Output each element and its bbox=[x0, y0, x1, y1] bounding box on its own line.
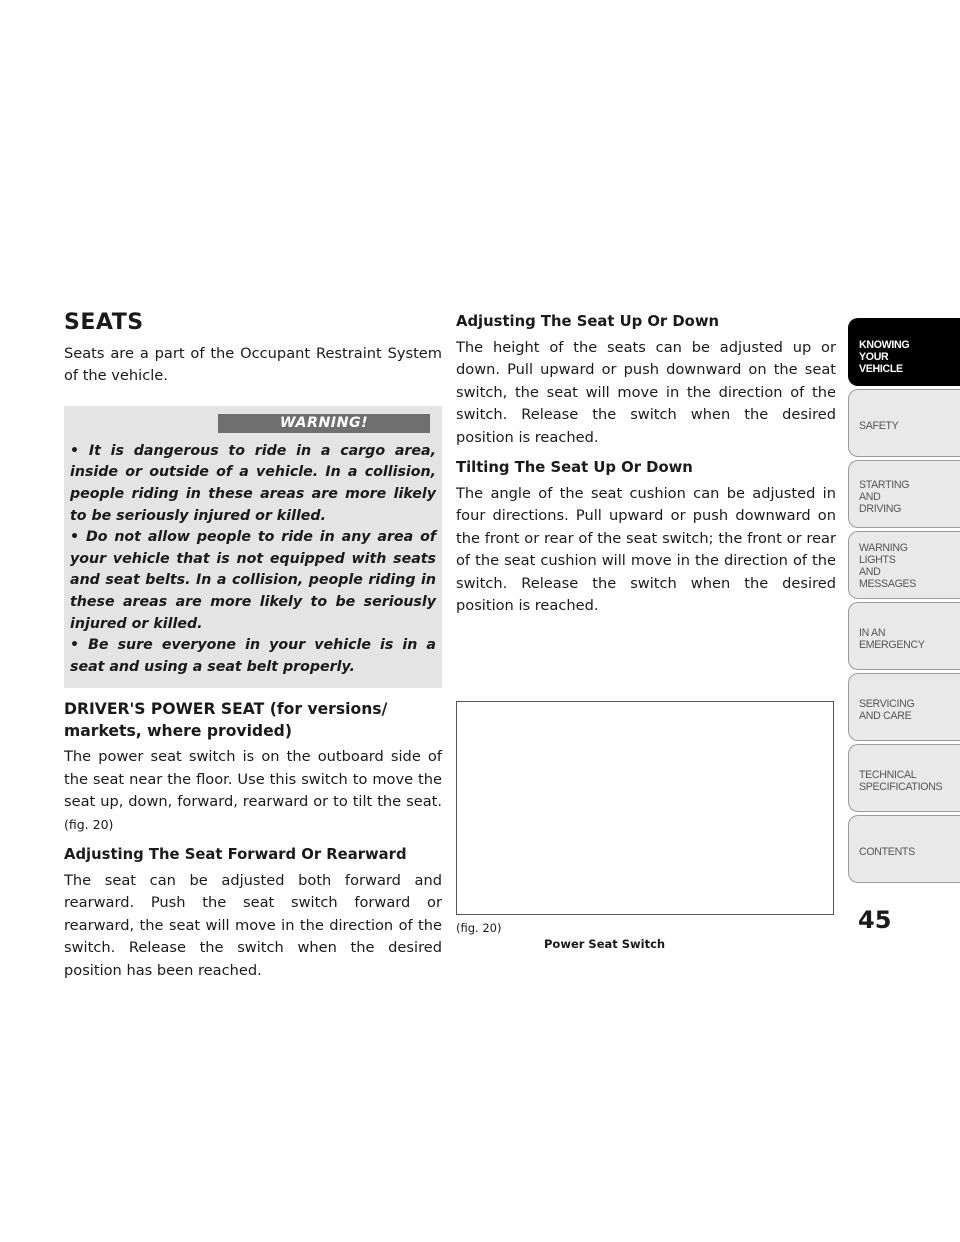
tab-label: VEHICLE bbox=[859, 363, 903, 375]
up-down-text: The height of the seats can be adjusted up or down. Pull upward or push downward on the seat switch, the seat will move in the direction of the switch. Release the switch when the desired position is reached. bbox=[456, 339, 836, 446]
warning-box bbox=[64, 406, 442, 689]
tab-label: SAFETY bbox=[859, 420, 899, 432]
tab-label: WARNING bbox=[859, 542, 908, 554]
tab-label: MESSAGES bbox=[859, 578, 917, 590]
tab-safety[interactable] bbox=[848, 389, 960, 457]
warning-item: • Be sure everyone in your vehicle is in a seat and using a seat belt properly. bbox=[70, 637, 436, 675]
forward-rearward-heading: Adjusting The Seat Forward Or Rearward bbox=[64, 845, 407, 863]
right-column bbox=[456, 311, 836, 951]
intro-text: Seats are a part of the Occupant Restraint System of the vehicle. bbox=[64, 345, 442, 385]
tilt-text: The angle of the seat cushion can be adjusted in four directions. Pull upward or push downward on the front or rear of the seat switch; the front or rear of the seat cushion will move in the direction of the switch. Release the switch when the desired position is reached. bbox=[456, 485, 836, 615]
figure-caption: Power Seat Switch bbox=[544, 937, 666, 952]
tab-label: YOUR bbox=[859, 351, 889, 363]
tab-warning-lights-and-messages[interactable] bbox=[848, 531, 960, 599]
tab-label: SERVICING bbox=[859, 698, 915, 710]
tab-label: DRIVING bbox=[859, 503, 902, 515]
tab-label: KNOWING bbox=[859, 339, 910, 351]
forward-rearward-text: The seat can be adjusted both forward and rearward. Push the seat switch forward or rearward, the seat will move in the direction of the switch. Release the switch when the desired position has been reached. bbox=[64, 871, 442, 979]
page-number: 45 bbox=[858, 906, 892, 934]
left-column bbox=[64, 310, 442, 982]
tab-contents[interactable] bbox=[848, 815, 960, 883]
tab-servicing-and-care[interactable] bbox=[848, 673, 960, 741]
tab-label: TECHNICAL bbox=[859, 769, 917, 781]
tab-technical-specifications[interactable] bbox=[848, 744, 960, 812]
tab-label: SPECIFICATIONS bbox=[859, 781, 943, 793]
driver-power-seat-heading: DRIVER'S POWER SEAT (for versions/ markets, where provided) bbox=[64, 700, 388, 741]
tab-label: AND bbox=[859, 491, 881, 503]
tab-knowing-your-vehicle[interactable] bbox=[848, 318, 960, 386]
figure-reference: (fig. 20) bbox=[64, 816, 114, 832]
tab-label: STARTING bbox=[859, 479, 910, 491]
figure-placeholder bbox=[456, 701, 834, 915]
tab-label: AND bbox=[859, 566, 881, 578]
section-title: SEATS bbox=[64, 310, 144, 335]
tab-label: EMERGENCY bbox=[859, 639, 925, 651]
tilt-heading: Tilting The Seat Up Or Down bbox=[456, 459, 693, 477]
tab-in-an-emergency[interactable] bbox=[848, 602, 960, 670]
tab-label: AND CARE bbox=[859, 710, 912, 722]
warning-item: • It is dangerous to ride in a cargo area, inside or outside of a vehicle. In a collision, people riding in these areas are more likely to be seriously injured or killed. bbox=[70, 442, 436, 524]
figure-label: (fig. 20) bbox=[456, 921, 502, 936]
driver-power-seat-text bbox=[64, 746, 442, 836]
chapter-tabs bbox=[848, 318, 960, 886]
tab-label: CONTENTS bbox=[859, 846, 915, 858]
tab-starting-and-driving[interactable] bbox=[848, 460, 960, 528]
warning-title: WARNING! bbox=[218, 414, 430, 433]
warning-item: • Do not allow people to ride in any area of your vehicle that is not equipped with seats and seat belts. In a collision, people riding in these areas are more likely to be seriously injured or killed. bbox=[70, 529, 436, 632]
tab-label: LIGHTS bbox=[859, 554, 896, 566]
driver-text-body: The power seat switch is on the outboard side of the seat near the floor. Use this switch to move the seat up, down, forward, rearward or to tilt the seat. bbox=[64, 748, 442, 811]
tab-label: IN AN bbox=[859, 627, 886, 639]
up-down-heading: Adjusting The Seat Up Or Down bbox=[456, 313, 720, 330]
